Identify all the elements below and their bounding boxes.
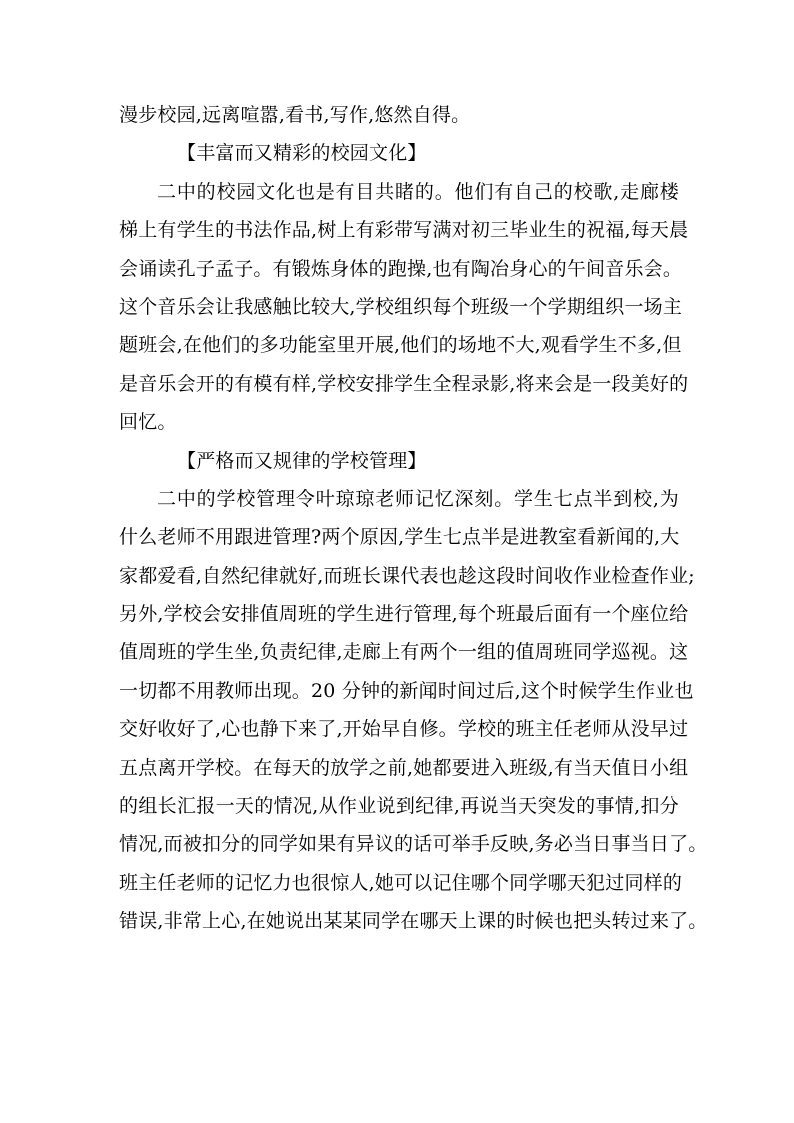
paragraph-line: 错误,非常上心,在她说出某某同学在哪天上课的时候也把头转过来了。 xyxy=(119,910,708,933)
paragraph-line: 班主任老师的记忆力也很惊人,她可以记住哪个同学哪天犯过同样的 xyxy=(119,871,683,894)
paragraph-line: 题班会,在他们的多功能室里开展,他们的场地不大,观看学生不多,但 xyxy=(119,334,682,357)
paragraph-line: 会诵读孔子孟子。有锻炼身体的跑操,也有陶冶身心的午间音乐会。 xyxy=(119,257,683,280)
paragraph-line: 漫步校园,远离喧嚣,看书,写作,悠然自得。 xyxy=(119,104,471,126)
section-heading-school-management: 【严格而又规律的学校管理】 xyxy=(177,449,427,472)
paragraph-line: 回忆。 xyxy=(119,411,177,434)
paragraph-line: 五点离开学校。在每天的放学之前,她都要进入班级,有当天值日小组 xyxy=(119,756,689,779)
paragraph-line: 是音乐会开的有模有样,学校安排学生全程录影,将来会是一段美好的 xyxy=(119,372,689,395)
paragraph-line: 交好收好了,心也静下来了,开始早自修。学校的班主任老师从没早过 xyxy=(119,718,689,741)
document-page xyxy=(119,96,708,941)
section-heading-campus-culture: 【丰富而又精彩的校园文化】 xyxy=(177,142,427,165)
paragraph-line: 这个音乐会让我感触比较大,学校组织每个班级一个学期组织一场主 xyxy=(119,295,683,318)
paragraph-line: 什么老师不用跟进管理?两个原因,学生七点半是进教室看新闻的,大 xyxy=(119,526,680,549)
paragraph-line: 值周班的学生坐,负责纪律,走廊上有两个一组的值周班同学巡视。这 xyxy=(119,641,689,664)
paragraph-line: 二中的校园文化也是有目共睹的。他们有自己的校歌,走廊楼 xyxy=(157,180,679,203)
paragraph-line: 二中的学校管理令叶琼琼老师记忆深刻。学生七点半到校,为 xyxy=(157,487,679,510)
paragraph-line: 家都爱看,自然纪律就好,而班长课代表也趁这段时间收作业检查作业; xyxy=(119,564,695,587)
paragraph-line: 情况,而被扣分的同学如果有异议的话可举手反映,务必当日事当日了。 xyxy=(119,833,708,856)
paragraph-line: 梯上有学生的书法作品,树上有彩带写满对初三毕业生的祝福,每天晨 xyxy=(119,219,689,242)
paragraph-line: 另外,学校会安排值周班的学生进行管理,每个班最后面有一个座位给 xyxy=(119,603,689,626)
paragraph-line: 一切都不用教师出现。20 分钟的新闻时间过后,这个时候学生作业也 xyxy=(119,679,694,702)
paragraph-line: 的组长汇报一天的情况,从作业说到纪律,再说当天突发的事情,扣分 xyxy=(119,795,679,818)
